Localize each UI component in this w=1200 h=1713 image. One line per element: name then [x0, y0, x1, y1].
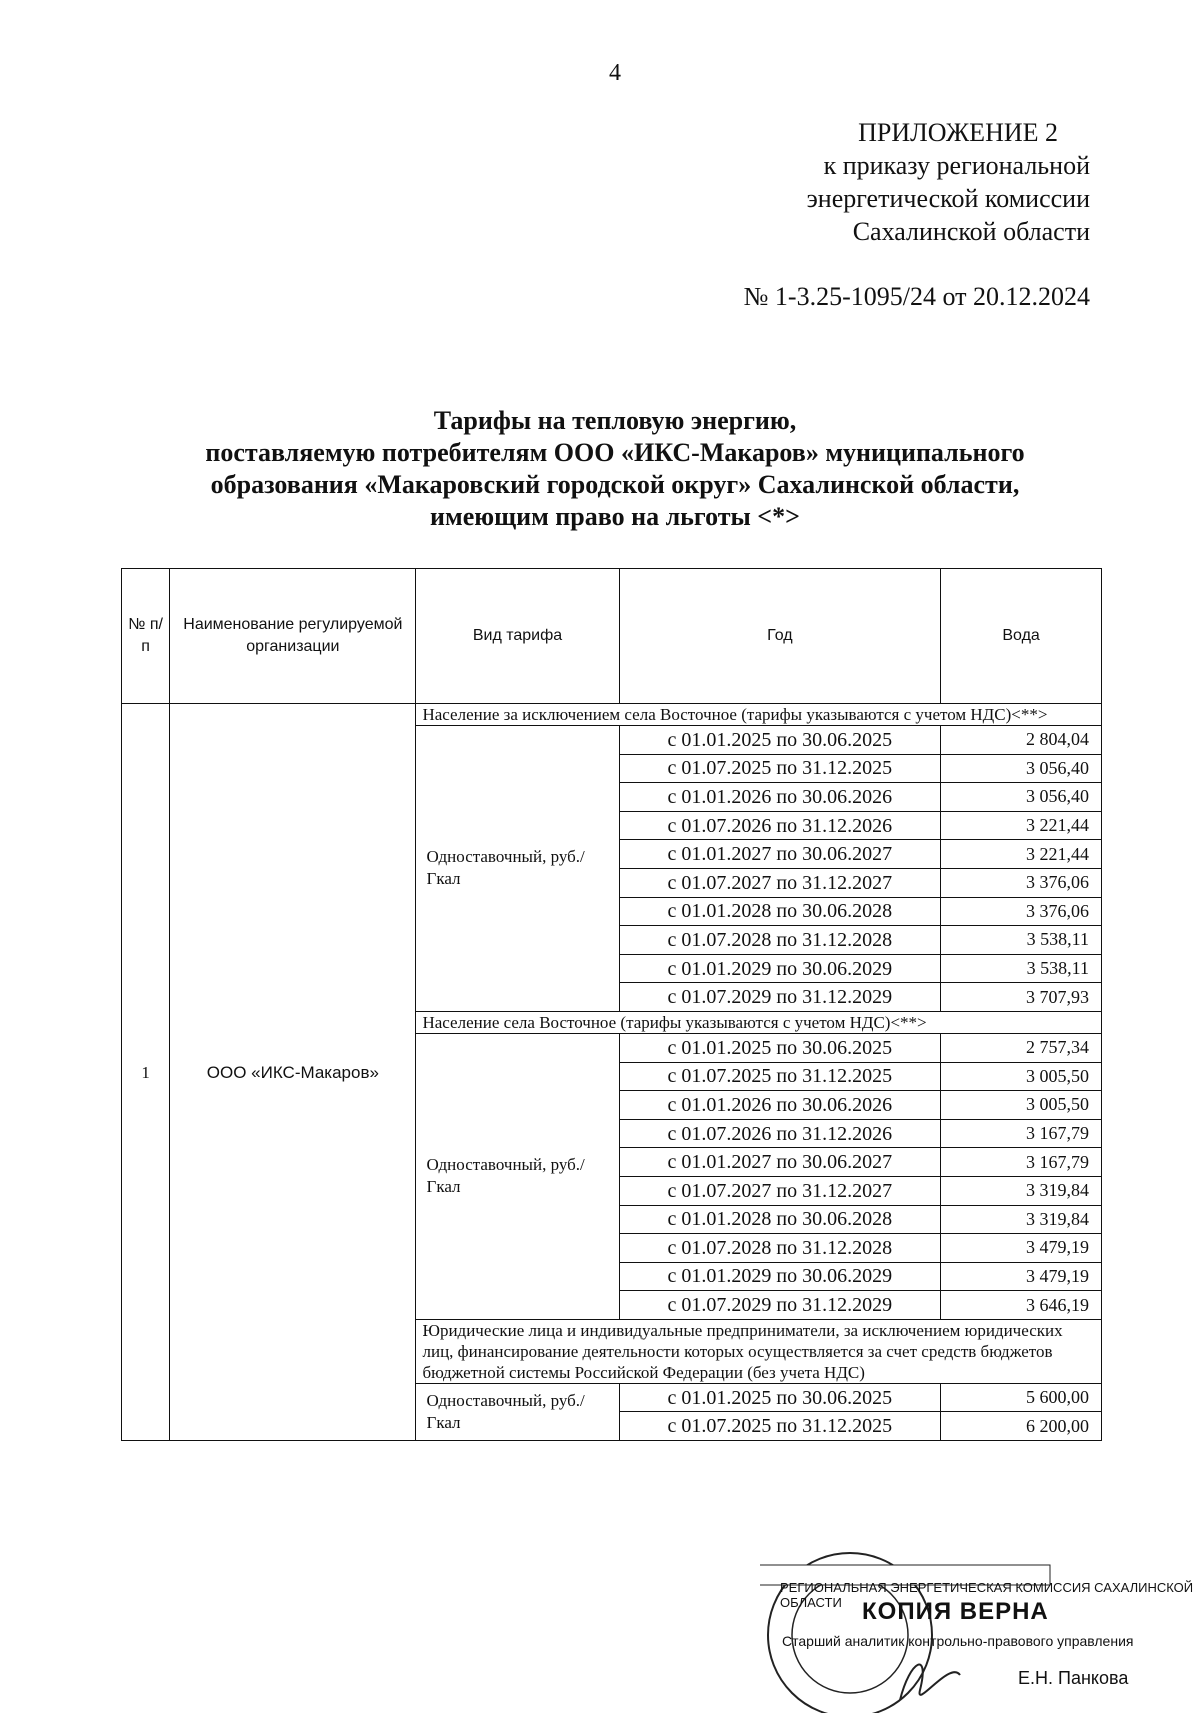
order-number: № 1-3.25-1095/24 от 20.12.2024	[743, 282, 1090, 311]
period-cell: с 01.01.2026 по 30.06.2026	[619, 1091, 941, 1120]
period-cell: с 01.01.2026 по 30.06.2026	[619, 783, 941, 812]
tariff-value-cell: 3 646,19	[941, 1291, 1102, 1320]
appendix-line-2: энергетической комиссии	[806, 184, 1090, 213]
title-line-3: образования «Макаровский городской округ» Сахалинской области,	[210, 470, 1020, 499]
page-number: 4	[609, 60, 621, 86]
header-num: № п/п	[122, 569, 170, 704]
tariff-value-cell: 5 600,00	[941, 1383, 1102, 1412]
signature-mark	[900, 1665, 960, 1700]
period-cell: с 01.07.2026 по 31.12.2026	[619, 1119, 941, 1148]
stamp-signer-name: Е.Н. Панкова	[1018, 1668, 1129, 1688]
period-cell: с 01.07.2027 по 31.12.2027	[619, 1176, 941, 1205]
period-cell: с 01.01.2027 по 30.06.2027	[619, 840, 941, 869]
tariff-value-cell: 3 005,50	[941, 1091, 1102, 1120]
tariff-type-cell: Одноставочный, руб./Гкал	[416, 726, 619, 1012]
group-label: Население села Восточное (тарифы указываются с учетом НДС)<**>	[416, 1011, 1102, 1033]
period-cell: с 01.07.2025 по 31.12.2025	[619, 754, 941, 783]
tariff-value-cell: 3 221,44	[941, 840, 1102, 869]
period-cell: с 01.01.2025 по 30.06.2025	[619, 726, 941, 755]
tariff-value-cell: 3 167,79	[941, 1119, 1102, 1148]
tariff-value-cell: 3 376,06	[941, 897, 1102, 926]
period-cell: с 01.07.2029 по 31.12.2029	[619, 1291, 941, 1320]
period-cell: с 01.07.2028 по 31.12.2028	[619, 1234, 941, 1263]
appendix-title: ПРИЛОЖЕНИЕ 2	[858, 118, 1058, 147]
tariff-value-cell: 3 221,44	[941, 811, 1102, 840]
tariff-value-cell: 3 319,84	[941, 1176, 1102, 1205]
tariff-value-cell: 3 376,06	[941, 868, 1102, 897]
tariff-value-cell: 3 707,93	[941, 983, 1102, 1012]
tariff-value-cell: 3 479,19	[941, 1234, 1102, 1263]
header-type: Вид тарифа	[416, 569, 619, 704]
title-line-1: Тарифы на тепловую энергию,	[433, 406, 797, 435]
period-cell: с 01.07.2026 по 31.12.2026	[619, 811, 941, 840]
period-cell: с 01.07.2025 по 31.12.2025	[619, 1062, 941, 1091]
header-org: Наименование регулируемой организации	[170, 569, 416, 704]
tariff-value-cell: 3 538,11	[941, 954, 1102, 983]
group-label: Юридические лица и индивидуальные предприниматели, за исключением юридических лиц, финансирование деятельности которых осуществляется за счет средств бюджетов бюджетной системы Российской Федерации (без учета НДС)	[416, 1319, 1102, 1383]
group-label: Население за исключением села Восточное (тарифы указываются с учетом НДС)<**>	[416, 704, 1102, 726]
tariff-value-cell: 3 056,40	[941, 783, 1102, 812]
period-cell: с 01.01.2027 по 30.06.2027	[619, 1148, 941, 1177]
appendix-line-3: Сахалинской области	[852, 217, 1090, 246]
row-number-cell: 1	[122, 704, 170, 1441]
period-cell: с 01.07.2029 по 31.12.2029	[619, 983, 941, 1012]
period-cell: с 01.01.2025 по 30.06.2025	[619, 1033, 941, 1062]
period-cell: с 01.01.2025 по 30.06.2025	[619, 1383, 941, 1412]
tariff-value-cell: 2 804,04	[941, 726, 1102, 755]
tariff-type-cell: Одноставочный, руб./Гкал	[416, 1033, 619, 1319]
period-cell: с 01.01.2029 по 30.06.2029	[619, 1262, 941, 1291]
table-header-row	[122, 569, 1102, 704]
header-water: Вода	[941, 569, 1102, 704]
tariff-value-cell: 3 056,40	[941, 754, 1102, 783]
stamp-org: РЕГИОНАЛЬНАЯ ЭНЕРГЕТИЧЕСКАЯ КОМИССИЯ САХАЛИНСКОЙ ОБЛАСТИ	[780, 1580, 1194, 1610]
tariff-type-cell: Одноставочный, руб./Гкал	[416, 1383, 619, 1440]
title-line-4: имеющим право на льготы <*>	[430, 502, 800, 531]
document-title	[120, 405, 1110, 533]
header-period: Год	[619, 569, 941, 704]
tariff-value-cell: 6 200,00	[941, 1412, 1102, 1441]
tariff-value-cell: 3 167,79	[941, 1148, 1102, 1177]
org-name-cell: ООО «ИКС-Макаров»	[170, 704, 416, 1441]
tariff-value-cell: 3 479,19	[941, 1262, 1102, 1291]
appendix-header	[807, 116, 1090, 248]
period-cell: с 01.01.2028 по 30.06.2028	[619, 1205, 941, 1234]
tariff-value-cell: 3 319,84	[941, 1205, 1102, 1234]
stamp-copy-label: КОПИЯ ВЕРНА	[862, 1598, 1049, 1625]
period-cell: с 01.07.2025 по 31.12.2025	[619, 1412, 941, 1441]
tariff-value-cell: 3 005,50	[941, 1062, 1102, 1091]
tariff-value-cell: 3 538,11	[941, 926, 1102, 955]
period-cell: с 01.01.2028 по 30.06.2028	[619, 897, 941, 926]
tariff-value-cell: 2 757,34	[941, 1033, 1102, 1062]
title-line-2: поставляемую потребителям ООО «ИКС-Макаров» муниципального	[205, 438, 1025, 467]
period-cell: с 01.07.2027 по 31.12.2027	[619, 868, 941, 897]
group-label-row	[122, 704, 1102, 726]
period-cell: с 01.07.2028 по 31.12.2028	[619, 926, 941, 955]
tariff-table	[121, 568, 1102, 1441]
appendix-line-1: к приказу региональной	[823, 151, 1090, 180]
period-cell: с 01.01.2029 по 30.06.2029	[619, 954, 941, 983]
stamp-position: Старший аналитик контрольно-правового управления	[782, 1633, 1134, 1649]
